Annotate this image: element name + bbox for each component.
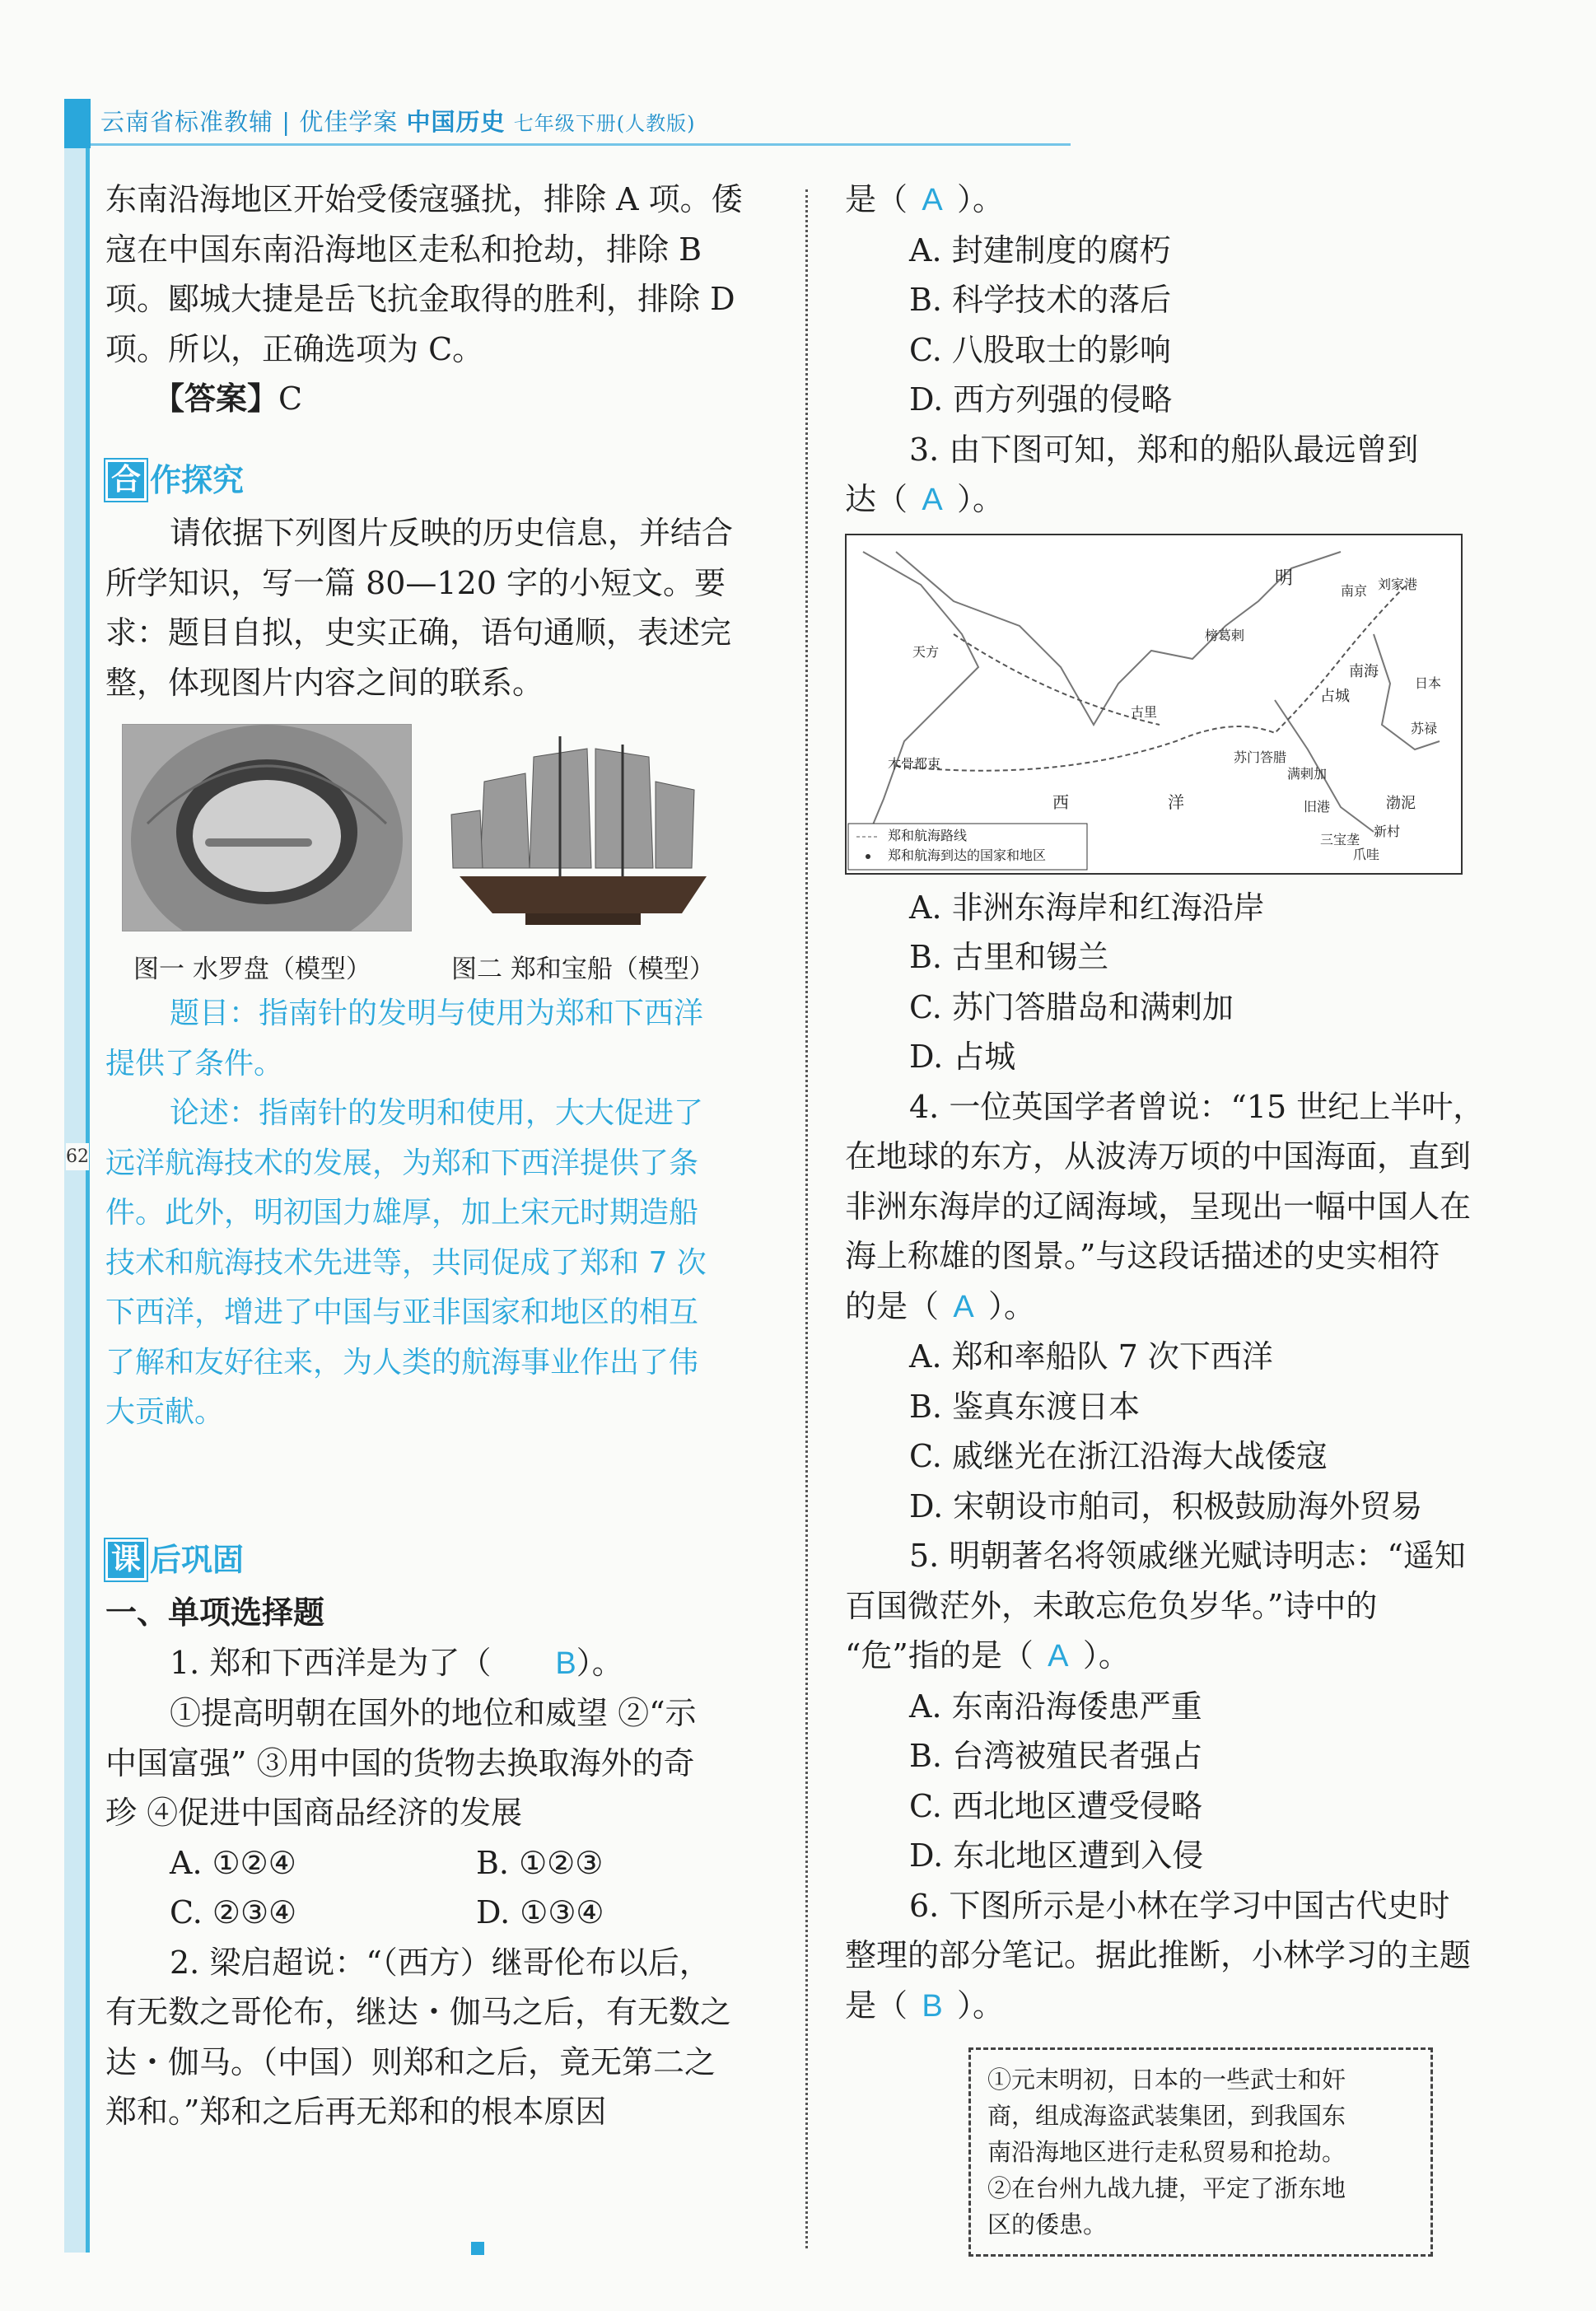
q2-option: B. 科学技术的落后	[909, 282, 1172, 318]
left-margin-stripe	[86, 124, 90, 2253]
q2-end-pre: 是（	[845, 181, 908, 217]
q2-line: 有无数之哥伦布，继达・伽马之后，有无数之	[105, 1994, 732, 2030]
section-cooperate	[105, 455, 769, 506]
q3-option: A. 非洲东海岸和红海沿岸	[909, 889, 1265, 926]
map-label: 西	[1052, 791, 1069, 812]
section-title: 作探究	[150, 461, 245, 498]
map-label: 榜葛剌	[1205, 627, 1245, 643]
section-badge: 课	[105, 1539, 147, 1580]
header-sub1: 优佳学案	[299, 108, 399, 136]
map-label: 渤泥	[1386, 794, 1416, 812]
q4-option: B. 鉴真东渡日本	[909, 1388, 1141, 1425]
q1-stem	[105, 1638, 769, 1689]
q5-option: C. 西北地区遭受侵略	[909, 1787, 1202, 1824]
q4-line: 非洲东海岸的辽阔海域，呈现出一幅中国人在	[845, 1188, 1472, 1225]
map-legend-places: 郑和航海到达的国家和地区	[888, 847, 1047, 863]
map-label: 天方	[912, 643, 940, 660]
q1-line: 中国富强” ③用中国的货物去换取海外的奇	[105, 1744, 695, 1781]
header-title: 云南省标准教辅	[100, 108, 274, 136]
section-after-class	[105, 1535, 769, 1585]
section-badge: 合	[105, 460, 147, 501]
task-line: 整，体现图片内容之间的联系。	[105, 664, 544, 701]
q4-option: A. 郑和率船队 7 次下西洋	[909, 1338, 1273, 1375]
essay-line: 下西洋，增进了中国与亚非国家和地区的相互	[105, 1296, 699, 1329]
treasure-ship-photo	[435, 724, 723, 930]
intro-line: 项。郾城大捷是岳飞抗金取得的胜利，排除 D	[105, 281, 735, 317]
q1-line: ①提高明朝在国外的地位和威望 ②“示	[170, 1695, 697, 1731]
compass-image	[123, 725, 411, 931]
essay-line: 了解和友好往来，为人类的航海事业作出了伟	[105, 1345, 699, 1380]
task-line: 所学知识，写一篇 80—120 字的小短文。要	[105, 564, 726, 601]
q6-line: 6. 下图所示是小林在学习中国古代史时	[909, 1887, 1450, 1924]
column-divider	[805, 189, 808, 2248]
part-title: 一、单项选择题	[105, 1594, 325, 1631]
q2-option: C. 八股取士的影响	[909, 331, 1171, 368]
q1-line: 珍 ④促进中国商品经济的发展	[105, 1795, 523, 1831]
q3-end	[845, 474, 1509, 525]
essay-line: 件。此外，明初国力雄厚，加上宋元时期造船	[105, 1196, 699, 1230]
map-label: 三宝垄	[1320, 831, 1360, 847]
q5-line: 百国微茫外，未敢忘危负岁华。”诗中的	[845, 1587, 1378, 1624]
map-label: 木骨都束	[888, 755, 941, 772]
map-label: 洋	[1168, 791, 1184, 812]
q1-option-b: B. ①②③	[476, 1844, 604, 1881]
q2-end	[845, 175, 1509, 226]
q2-option: A. 封建制度的腐朽	[909, 231, 1171, 268]
map-label: 占城	[1320, 687, 1350, 705]
running-header: 云南省标准教辅 | 优佳学案 中国历史 七年级下册(人教版)	[100, 108, 696, 136]
q4-answer: A	[953, 1289, 974, 1324]
q2-answer: A	[922, 183, 943, 217]
map-label: 刘家港	[1378, 576, 1418, 592]
header-accent	[64, 99, 91, 148]
intro-line: 寇在中国东南沿海地区走私和抢劫，排除 B	[105, 231, 702, 268]
essay-line: 大贡献。	[105, 1395, 225, 1429]
essay-line: 远洋航海技术的发展，为郑和下西洋提供了条	[105, 1146, 699, 1180]
q3-end-end: ）。	[957, 481, 1005, 517]
q3-option: D. 占城	[909, 1039, 1016, 1075]
q5-line: 5. 明朝著名将领戚继光赋诗明志：“遥知	[909, 1538, 1466, 1574]
q1-options-row	[105, 1888, 769, 1938]
map-label: 日本	[1415, 675, 1442, 691]
q4-option: D. 宋朝设市舶司，积极鼓励海外贸易	[909, 1487, 1423, 1524]
q5-end	[845, 1631, 1509, 1682]
map-label: 爪哇	[1353, 846, 1380, 862]
map-label: 南京	[1341, 582, 1368, 599]
note-line: 南沿海地区进行走私贸易和抢劫。	[987, 2138, 1346, 2166]
page-number: 62	[66, 1143, 89, 1170]
q2-line: 2. 梁启超说：“（西方）继哥伦布以后，	[170, 1944, 711, 1981]
q1-stem-text: 1. 郑和下西洋是为了（	[170, 1644, 492, 1681]
essay-line: 论述：指南针的发明和使用，大大促进了	[170, 1096, 704, 1130]
answer-label: 【答案】	[153, 380, 279, 417]
q1-option-a: A. ①②④	[170, 1844, 296, 1881]
intro-line: 东南沿海地区开始受倭寇骚扰，排除 A 项。倭	[105, 181, 743, 217]
note-line: 区的倭患。	[987, 2211, 1108, 2239]
q5-end-pre: “危”指的是（	[845, 1637, 1034, 1674]
map-label: 新村	[1374, 823, 1401, 839]
note-line: 商，组成海盗武装集团，到我国东	[987, 2102, 1346, 2130]
answer-value: C	[278, 380, 303, 417]
q1-option-d: D. ①③④	[476, 1894, 604, 1931]
intro-line: 项。所以，正确选项为 C。	[105, 330, 484, 367]
q3-answer: A	[922, 483, 943, 517]
map-label: 苏禄	[1411, 720, 1438, 736]
study-note-box	[968, 2047, 1433, 2257]
answer-line	[105, 374, 769, 424]
map-label: 苏门答腊	[1234, 749, 1287, 765]
q1-stem-end: ）。	[576, 1644, 623, 1681]
section-title: 后巩固	[150, 1541, 245, 1578]
map-label: 古里	[1131, 703, 1158, 720]
q3-end-pre: 达（	[845, 481, 908, 517]
q4-end	[845, 1282, 1509, 1333]
q6-line: 整理的部分笔记。据此推断，小林学习的主题	[845, 1937, 1472, 1973]
q4-option: C. 戚继光在浙江沿海大战倭寇	[909, 1438, 1328, 1474]
q6-end-end: ）。	[957, 1987, 1005, 2024]
task-line: 求：题目自拟，史实正确，语句通顺，表述完	[105, 614, 732, 651]
map-label: 南海	[1349, 662, 1379, 680]
q5-option: B. 台湾被殖民者强占	[909, 1738, 1203, 1774]
sample-answer	[105, 989, 769, 1438]
q3-option: B. 古里和锡兰	[909, 939, 1109, 975]
q3-option: C. 苏门答腊岛和满剌加	[909, 988, 1234, 1025]
q5-end-end: ）。	[1082, 1637, 1130, 1674]
q5-option: D. 东北地区遭到入侵	[909, 1837, 1204, 1874]
q1-option-c: C. ②③④	[170, 1894, 297, 1931]
q1-answer: B	[555, 1646, 576, 1681]
map-label: 明	[1275, 567, 1294, 589]
map-label: 旧港	[1304, 798, 1331, 815]
q5-option: A. 东南沿海倭患严重	[909, 1688, 1202, 1725]
q6-end	[845, 1981, 1509, 2032]
q2-option: D. 西方列强的侵略	[909, 381, 1173, 418]
q4-line: 在地球的东方，从波涛万顷的中国海面，直到	[845, 1138, 1472, 1174]
map-label: 满剌加	[1287, 765, 1328, 782]
q2-line: 郑和。”郑和之后再无郑和的根本原因	[105, 2094, 607, 2130]
figures-row	[105, 724, 769, 989]
task-line: 请依据下列图片反映的历史信息，并结合	[170, 515, 734, 551]
fig2-caption: 图二 郑和宝船（模型）	[451, 955, 715, 984]
header-underline	[91, 143, 1071, 146]
q4-end-pre: 的是（	[845, 1287, 940, 1324]
essay-line: 技术和航海技术先进等，共同促成了郑和 7 次	[105, 1245, 707, 1280]
compass-photo	[122, 724, 412, 931]
q6-end-pre: 是（	[845, 1987, 908, 2024]
fig1-caption: 图一 水罗盘（模型）	[133, 955, 371, 984]
q4-line: 4. 一位英国学者曾说：“15 世纪上半叶，	[909, 1088, 1485, 1125]
q5-answer: A	[1048, 1639, 1069, 1674]
right-column	[845, 175, 1509, 2257]
header-sub2: 中国历史	[406, 108, 506, 136]
topic-line: 题目：指南针的发明与使用为郑和下西洋	[170, 997, 704, 1030]
map-legend-route: 郑和航海路线	[888, 827, 968, 843]
note-line: ②在台州九战九捷，平定了浙东地	[987, 2174, 1346, 2202]
q6-answer: B	[922, 1988, 943, 2024]
q4-end-end: ）。	[988, 1287, 1036, 1324]
left-column	[105, 175, 769, 2137]
note-line: ①元末明初，日本的一些武士和奸	[987, 2066, 1346, 2094]
ship-image	[435, 724, 723, 930]
q2-line: 达・伽马。（中国）则郑和之后，竟无第二之	[105, 2043, 716, 2080]
header-sub3: 七年级下册(人教版)	[513, 112, 696, 135]
left-margin-bar	[64, 124, 87, 2253]
q4-line: 海上称雄的图景。”与这段话描述的史实相符	[845, 1238, 1440, 1274]
q2-end-end: ）。	[957, 181, 1005, 217]
bottom-marker	[471, 2242, 484, 2255]
q3-line: 3. 由下图可知，郑和的船队最远曾到	[909, 431, 1419, 468]
zheng-he-voyage-map	[845, 534, 1463, 875]
q1-options-row	[105, 1838, 769, 1888]
topic-line: 提供了条件。	[105, 1046, 284, 1081]
